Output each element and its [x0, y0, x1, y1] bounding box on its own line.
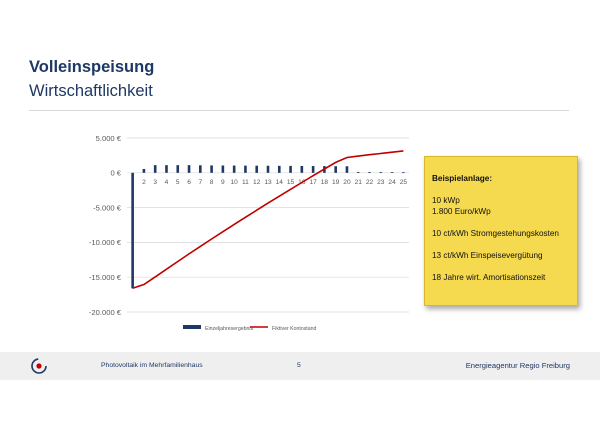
bar — [391, 172, 394, 173]
legend-line-label: Fiktiver Kontostand — [272, 326, 317, 332]
bar — [289, 166, 292, 173]
info-line-capacity: 10 kWp — [432, 196, 460, 205]
bar — [255, 166, 258, 173]
bar — [402, 172, 405, 173]
x-tick-label: 20 — [343, 178, 351, 186]
chart-x-tick-labels — [142, 179, 407, 186]
x-tick-label: 5 — [175, 178, 180, 186]
x-tick-label: 12 — [253, 178, 261, 186]
x-tick-label: 19 — [332, 178, 340, 186]
x-tick-label: 9 — [221, 178, 225, 186]
x-tick-label: 10 — [230, 178, 238, 186]
y-tick-label: -20.000 € — [88, 307, 121, 317]
x-tick-label: 7 — [198, 178, 203, 186]
bar — [188, 165, 191, 173]
bar — [165, 165, 168, 173]
y-tick-label: -10.000 € — [88, 238, 121, 248]
bar — [199, 165, 202, 173]
bar — [233, 166, 236, 173]
bar — [346, 166, 349, 173]
x-tick-label: 15 — [286, 178, 295, 186]
x-tick-label: 8 — [209, 178, 214, 186]
x-tick-label: 21 — [354, 178, 362, 186]
x-tick-label: 2 — [142, 178, 146, 186]
bar — [334, 166, 337, 173]
x-tick-label: 16 — [298, 178, 306, 186]
bar — [131, 173, 134, 289]
footer-page-number: 5 — [297, 362, 301, 369]
footer-organization: Energieagentur Regio Freiburg — [465, 361, 570, 370]
legend-bar-label: Einzeljahresergebnis — [205, 326, 254, 332]
x-tick-label: 17 — [309, 178, 317, 186]
x-tick-label: 6 — [187, 178, 191, 186]
bar — [244, 166, 247, 173]
bar — [154, 165, 157, 173]
chart-gridlines — [127, 138, 409, 312]
bar — [143, 169, 146, 173]
info-line-generation-cost: 10 ct/kWh Stromgestehungskosten — [432, 229, 559, 238]
x-tick-label: 22 — [365, 178, 374, 186]
x-tick-label: 14 — [275, 178, 283, 186]
x-tick-label: 24 — [388, 178, 396, 186]
bar — [222, 165, 225, 172]
x-tick-label: 18 — [320, 178, 329, 186]
bar — [278, 166, 281, 173]
x-tick-label: 13 — [264, 178, 272, 186]
chart-y-tick-labels — [89, 134, 122, 317]
x-tick-label: 23 — [377, 178, 385, 186]
bar — [176, 165, 179, 173]
y-tick-label: -5.000 € — [93, 203, 121, 213]
slide-subtitle: Wirtschaftlichkeit — [29, 82, 153, 100]
bar — [210, 165, 213, 172]
info-line-payback-period: 18 Jahre wirt. Amortisationszeit — [432, 273, 546, 282]
footer-bar — [0, 352, 600, 380]
bar — [368, 172, 371, 173]
info-line-feed-in-tariff: 13 ct/kWh Einspeisevergütung — [432, 251, 543, 260]
info-line-cost-per-kwp: 1.800 Euro/kWp — [432, 207, 491, 216]
x-tick-label: 11 — [242, 178, 249, 186]
y-tick-label: -15.000 € — [88, 273, 121, 282]
footer-presentation-title: Photovoltaik im Mehrfamilienhaus — [101, 362, 203, 369]
y-tick-label: 0 € — [110, 168, 121, 178]
bar — [357, 172, 360, 173]
x-tick-label: 3 — [153, 178, 158, 186]
chart-legend — [183, 325, 317, 332]
bar — [380, 172, 383, 173]
legend-bar-swatch — [183, 325, 201, 329]
x-tick-label: 25 — [399, 178, 408, 186]
bar — [267, 166, 270, 173]
example-system-heading: Beispielanlage: — [432, 174, 493, 183]
bar — [312, 166, 315, 173]
example-system-box — [424, 156, 578, 306]
y-tick-label: 5.000 € — [95, 133, 121, 143]
x-tick-label: 4 — [164, 178, 169, 186]
slide-title: Volleinspeisung — [29, 58, 155, 76]
sun-logo-icon — [30, 357, 48, 375]
bar — [301, 166, 304, 173]
